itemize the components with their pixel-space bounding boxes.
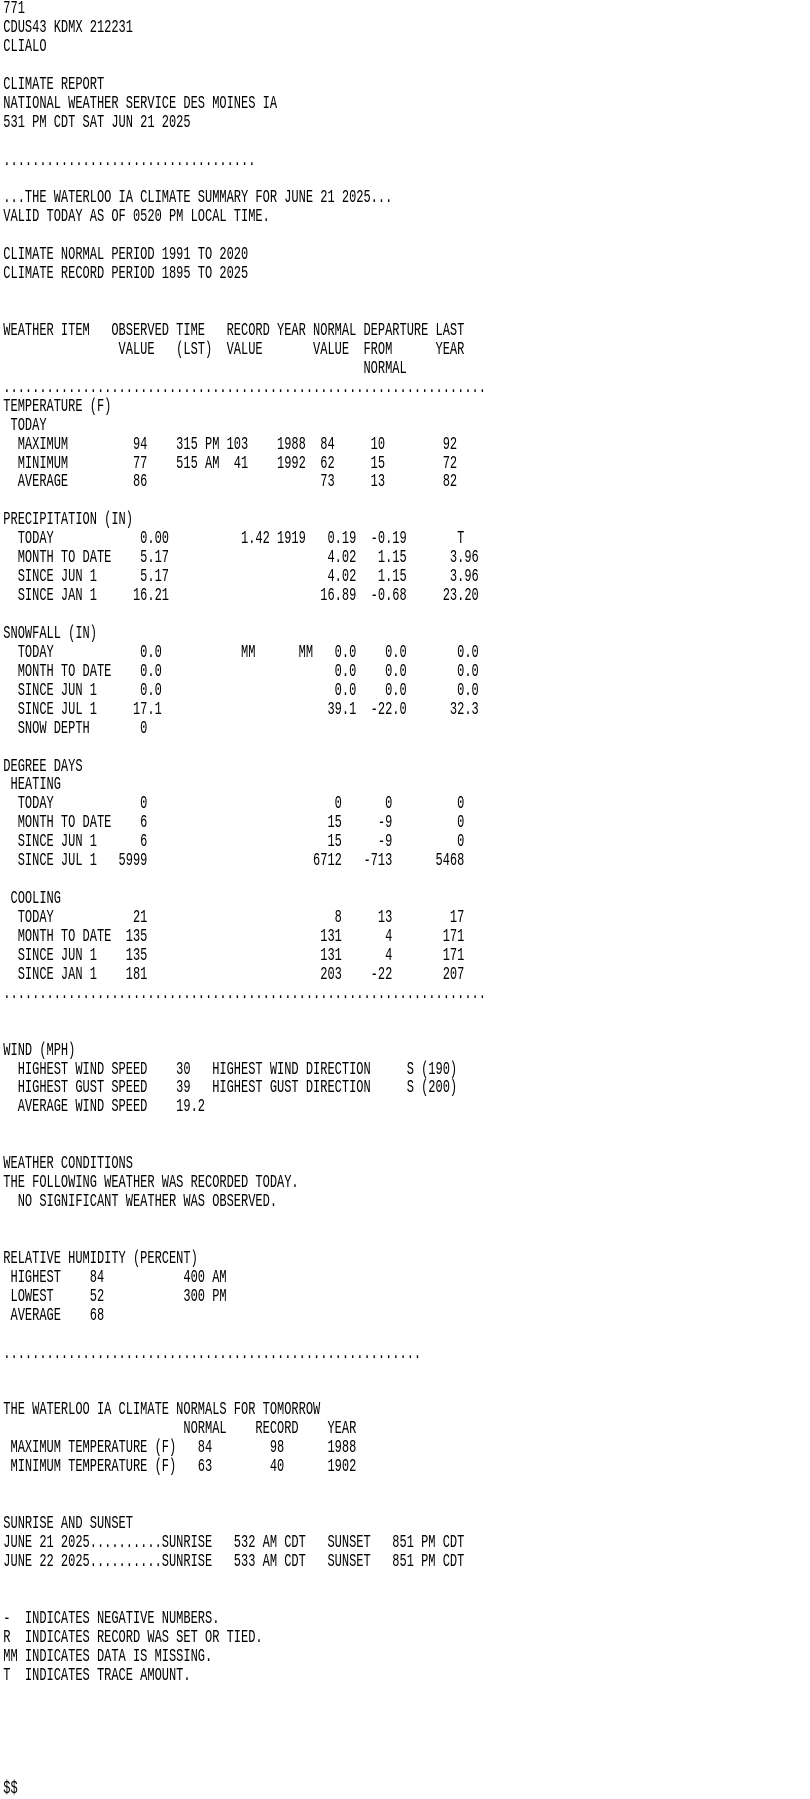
report-line: JUNE 21 2025..........SUNRISE 532 AM CDT SUNSET 851 PM CDT	[3, 1532, 465, 1553]
report-line: NORMAL	[3, 358, 407, 379]
report-line: NORMAL RECORD YEAR	[3, 1419, 357, 1440]
report-line: TODAY 0.0 MM MM 0.0 0.0 0.0	[3, 642, 479, 663]
report-line: CLIMATE RECORD PERIOD 1895 TO 2025	[3, 264, 249, 285]
report-line	[3, 606, 808, 625]
report-line	[3, 170, 808, 189]
report-line: SINCE JUL 1 5999 6712 -713 5468	[3, 851, 465, 872]
report-line: HIGHEST 84 400 AM	[3, 1267, 227, 1288]
report-line: ...................................	[3, 150, 256, 171]
report-line	[3, 1136, 808, 1155]
report-line: JUNE 22 2025..........SUNRISE 533 AM CDT SUNSET 851 PM CDT	[3, 1551, 465, 1572]
report-line: TODAY 0.00 1.42 1919 0.19 -0.19 T	[3, 529, 465, 550]
report-line: T INDICATES TRACE AMOUNT.	[3, 1665, 191, 1686]
report-line: CLIMATE REPORT	[3, 74, 105, 95]
report-line: HEATING	[3, 775, 61, 796]
report-line: AVERAGE 86 73 13 82	[3, 472, 458, 493]
report-line: MONTH TO DATE 0.0 0.0 0.0 0.0	[3, 661, 479, 682]
report-line: $$	[3, 1779, 18, 1799]
report-line: PRECIPITATION (IN)	[3, 510, 133, 531]
report-line: MAXIMUM 94 315 PM 103 1988 84 10 92	[3, 434, 458, 455]
report-line: SINCE JUL 1 17.1 39.1 -22.0 32.3	[3, 699, 479, 720]
report-line: WIND (MPH)	[3, 1040, 76, 1061]
report-line: VALID TODAY AS OF 0520 PM LOCAL TIME.	[3, 207, 270, 228]
report-line: CLIMATE NORMAL PERIOD 1991 TO 2020	[3, 245, 249, 266]
report-line	[3, 1231, 808, 1250]
report-line	[3, 1212, 808, 1231]
report-line: TEMPERATURE (F)	[3, 396, 112, 417]
report-line	[3, 227, 808, 246]
report-line: HIGHEST WIND SPEED 30 HIGHEST WIND DIRECTION S (190)	[3, 1059, 458, 1080]
report-line: DEGREE DAYS	[3, 756, 83, 777]
report-line	[3, 1023, 808, 1042]
report-line: CDUS43 KDMX 212231	[3, 17, 133, 38]
report-line: SNOWFALL (IN)	[3, 623, 97, 644]
report-line: WEATHER ITEM OBSERVED TIME RECORD YEAR NORMAL DEPARTURE LAST	[3, 320, 465, 341]
report-line: - INDICATES NEGATIVE NUMBERS.	[3, 1608, 220, 1629]
report-line: TODAY	[3, 415, 47, 436]
report-line: MONTH TO DATE 5.17 4.02 1.15 3.96	[3, 548, 479, 569]
report-line	[3, 1572, 808, 1591]
report-line	[3, 1704, 808, 1723]
report-line: CLIALO	[3, 36, 47, 57]
report-line: ..........................................................	[3, 1343, 422, 1364]
report-line	[3, 1004, 808, 1023]
report-line	[3, 739, 808, 758]
report-line: WEATHER CONDITIONS	[3, 1154, 133, 1175]
report-line	[3, 1364, 808, 1383]
report-line: TODAY 21 8 13 17	[3, 908, 465, 928]
report-line: MAXIMUM TEMPERATURE (F) 84 98 1988	[3, 1438, 357, 1459]
report-line	[3, 871, 808, 890]
report-line: SINCE JAN 1 16.21 16.89 -0.68 23.20	[3, 586, 479, 607]
report-line: R INDICATES RECORD WAS SET OR TIED.	[3, 1627, 263, 1648]
report-line	[3, 1117, 808, 1136]
report-line	[3, 303, 808, 322]
report-line: ...................................................................	[3, 377, 486, 398]
report-line: NO SIGNIFICANT WEATHER WAS OBSERVED.	[3, 1192, 278, 1213]
report-line: MINIMUM TEMPERATURE (F) 63 40 1902	[3, 1457, 357, 1478]
report-line	[3, 284, 808, 303]
report-line: MM INDICATES DATA IS MISSING.	[3, 1646, 213, 1667]
report-line: AVERAGE 68	[3, 1305, 105, 1326]
report-line	[3, 1591, 808, 1610]
report-line: MINIMUM 77 515 AM 41 1992 62 15 72	[3, 453, 458, 474]
report-line	[3, 1477, 808, 1496]
report-line: COOLING	[3, 889, 61, 910]
report-line: SINCE JAN 1 181 203 -22 207	[3, 964, 465, 985]
report-line	[3, 1496, 808, 1515]
report-line: SUNRISE AND SUNSET	[3, 1514, 133, 1534]
report-line: AVERAGE WIND SPEED 19.2	[3, 1097, 206, 1118]
report-line: ...THE WATERLOO IA CLIMATE SUMMARY FOR JUNE 21 2025...	[3, 188, 393, 209]
report-line	[3, 1326, 808, 1345]
report-line	[3, 1723, 808, 1742]
report-line: SNOW DEPTH 0	[3, 718, 148, 739]
report-line	[3, 1382, 808, 1401]
report-line: MONTH TO DATE 135 131 4 171	[3, 926, 465, 947]
report-line	[3, 1761, 808, 1780]
report-line	[3, 1742, 808, 1761]
report-line	[3, 492, 808, 511]
report-line: MONTH TO DATE 6 15 -9 0	[3, 813, 465, 834]
report-line: ...................................................................	[3, 983, 486, 1004]
report-line: SINCE JUN 1 0.0 0.0 0.0 0.0	[3, 680, 479, 701]
report-line: SINCE JUN 1 135 131 4 171	[3, 945, 465, 966]
report-line: NATIONAL WEATHER SERVICE DES MOINES IA	[3, 93, 278, 114]
report-line: HIGHEST GUST SPEED 39 HIGHEST GUST DIRECTION S (200)	[3, 1078, 458, 1099]
report-line	[3, 1685, 808, 1704]
report-line: THE FOLLOWING WEATHER WAS RECORDED TODAY.	[3, 1173, 299, 1194]
report-line: RELATIVE HUMIDITY (PERCENT)	[3, 1248, 198, 1269]
report-line: SINCE JUN 1 5.17 4.02 1.15 3.96	[3, 567, 479, 588]
report-line: VALUE (LST) VALUE VALUE FROM YEAR	[3, 339, 465, 360]
report-line: 771	[3, 0, 25, 19]
report-line: SINCE JUN 1 6 15 -9 0	[3, 832, 465, 853]
report-line: THE WATERLOO IA CLIMATE NORMALS FOR TOMORROW	[3, 1400, 321, 1421]
report-line	[3, 57, 808, 76]
report-line: 531 PM CDT SAT JUN 21 2025	[3, 112, 191, 133]
report-line: TODAY 0 0 0 0	[3, 794, 465, 815]
report-line	[3, 133, 808, 152]
report-line: LOWEST 52 300 PM	[3, 1286, 227, 1307]
